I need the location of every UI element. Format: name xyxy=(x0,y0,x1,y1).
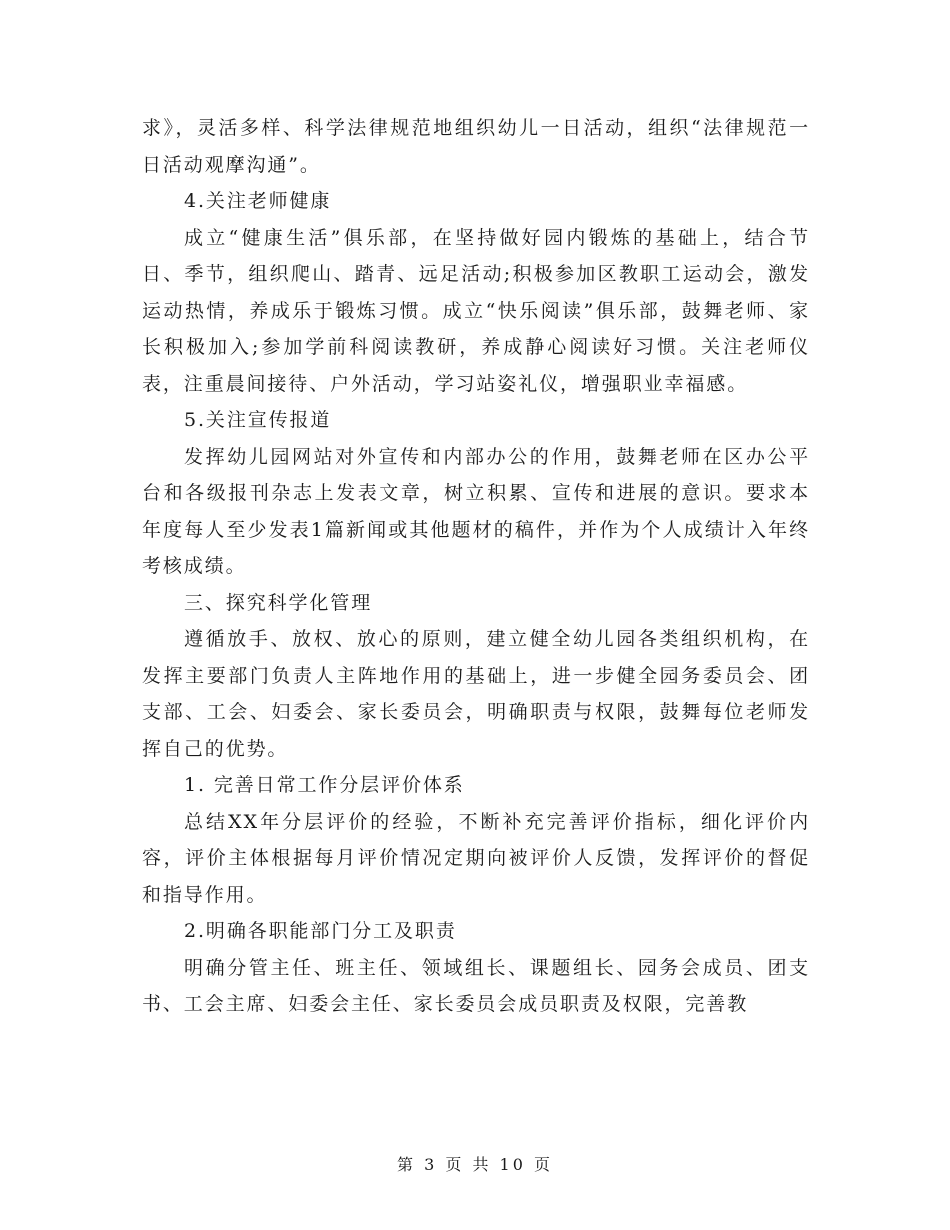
heading-evaluation-system: 1. 完善日常工作分层评价体系 xyxy=(184,774,465,796)
paragraph-continued: 求》，灵活多样、科学法律规范地组织幼儿一日活动，组织“法律规范一日活动观摩沟通”。 xyxy=(142,117,810,176)
paragraph-health-clubs: 成立“健康生活”俱乐部，在坚持做好园内锻炼的基础上，结合节日、季节，组织爬山、踏青、远足活动;积极参加区教职工运动会，激发运动热情，养成乐于锻炼习惯。成立“快乐阅读”俱乐部，鼓舞老师、家长积极加入;参加学前科阅读教研，养成静心阅读好习惯。关注老师仪表，注重晨间接待、户外活动，学习站姿礼仪，增强职业幸福感。 xyxy=(142,226,810,395)
page-number: 第 3 页 共 10 页 xyxy=(397,1155,553,1174)
paragraph-evaluation: 总结XX年分层评价的经验，不断补充完善评价指标，细化评价内容，评价主体根据每月评价情况定期向被评价人反馈，发挥评价的督促和指导作用。 xyxy=(142,810,810,906)
paragraph-management: 遵循放手、放权、放心的原则，建立健全幼儿园各类组织机构，在发挥主要部门负责人主阵地作用的基础上，进一步健全园务委员会、团支部、工会、妇委会、家长委员会，明确职责与权限，鼓舞每位老师发挥自己的优势。 xyxy=(142,628,810,760)
heading-teacher-health: 4.关注老师健康 xyxy=(184,190,332,212)
heading-publicity: 5.关注宣传报道 xyxy=(184,409,332,431)
heading-department-duties: 2.明确各职能部门分工及职责 xyxy=(184,920,457,942)
document-body xyxy=(142,110,810,1023)
page-footer xyxy=(0,1152,950,1175)
paragraph-duties: 明确分管主任、班主任、领域组长、课题组长、园务会成员、团支书、工会主席、妇委会主任、家长委员会成员职责及权限，完善教 xyxy=(142,956,810,1015)
heading-scientific-management: 三、探究科学化管理 xyxy=(184,591,373,614)
paragraph-publicity: 发挥幼儿园网站对外宣传和内部办公的作用，鼓舞老师在区办公平台和各级报刊杂志上发表文章，树立积累、宣传和进展的意识。要求本年度每人至少发表1篇新闻或其他题材的稿件，并作为个人成绩计入年终考核成绩。 xyxy=(142,445,810,577)
